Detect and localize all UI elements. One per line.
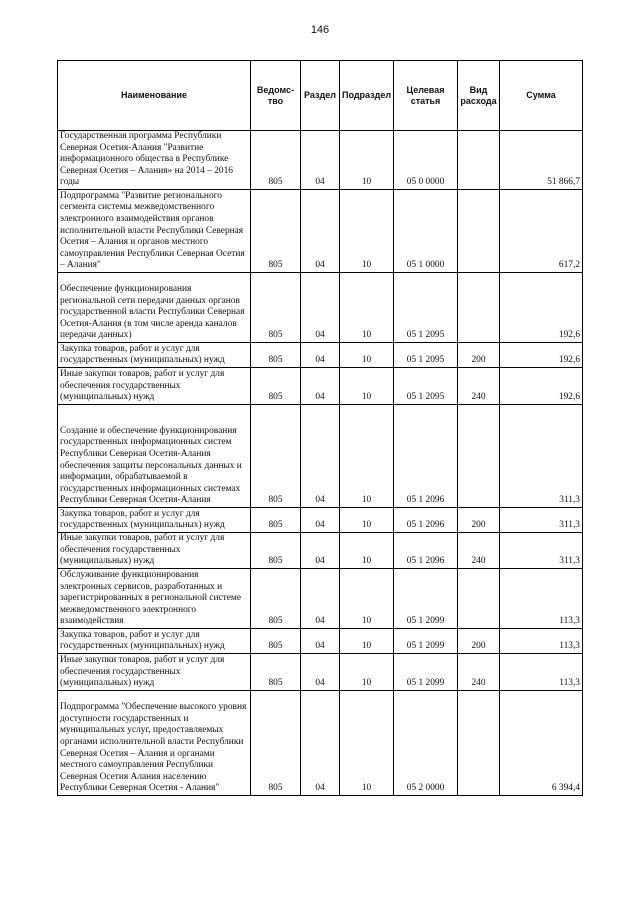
row-subsection: 10 bbox=[340, 342, 394, 367]
table-row bbox=[58, 342, 583, 367]
row-ministry: 805 bbox=[251, 568, 301, 628]
row-section: 04 bbox=[301, 690, 340, 795]
row-target: 05 1 2096 bbox=[394, 532, 458, 568]
row-subsection: 10 bbox=[340, 367, 394, 404]
row-target: 05 2 0000 bbox=[394, 690, 458, 795]
table-row bbox=[58, 568, 583, 628]
header-target: Целевая статья bbox=[394, 61, 458, 131]
row-target: 05 1 2095 bbox=[394, 272, 458, 342]
table-row bbox=[58, 653, 583, 690]
row-expense-type bbox=[458, 690, 500, 795]
row-section: 04 bbox=[301, 131, 340, 190]
row-subsection: 10 bbox=[340, 653, 394, 690]
row-amount: 51 866,7 bbox=[500, 131, 583, 190]
table-row bbox=[58, 532, 583, 568]
table-row bbox=[58, 404, 583, 507]
row-target: 05 1 2096 bbox=[394, 507, 458, 532]
row-ministry: 805 bbox=[251, 367, 301, 404]
row-subsection: 10 bbox=[340, 628, 394, 653]
row-section: 04 bbox=[301, 568, 340, 628]
row-expense-type: 200 bbox=[458, 342, 500, 367]
row-target: 05 0 0000 bbox=[394, 131, 458, 190]
row-ministry: 805 bbox=[251, 532, 301, 568]
row-expense-type: 240 bbox=[458, 653, 500, 690]
row-section: 04 bbox=[301, 367, 340, 404]
row-expense-type bbox=[458, 131, 500, 190]
row-section: 04 bbox=[301, 404, 340, 507]
row-name: Иные закупки товаров, работ и услуг для обеспечения государственных (муниципальных) нужд bbox=[58, 367, 251, 404]
row-ministry: 805 bbox=[251, 628, 301, 653]
row-amount: 113,3 bbox=[500, 628, 583, 653]
row-ministry: 805 bbox=[251, 272, 301, 342]
row-subsection: 10 bbox=[340, 532, 394, 568]
row-amount: 192,6 bbox=[500, 367, 583, 404]
row-name: Создание и обеспечение функционирования государственных информационных систем Республики Северная Осетия-Алания обеспечения защиты персональных данных и информации, обрабатываемой в государственных информационных системах Республики Северная Осетия-Алания bbox=[58, 404, 251, 507]
row-amount: 617,2 bbox=[500, 189, 583, 272]
table-row bbox=[58, 189, 583, 272]
budget-table bbox=[57, 60, 583, 796]
row-target: 05 1 2099 bbox=[394, 628, 458, 653]
header-section: Раздел bbox=[301, 61, 340, 131]
row-amount: 311,3 bbox=[500, 404, 583, 507]
header-amount: Сумма bbox=[500, 61, 583, 131]
row-ministry: 805 bbox=[251, 404, 301, 507]
row-target: 05 1 2096 bbox=[394, 404, 458, 507]
row-name: Иные закупки товаров, работ и услуг для обеспечения государственных (муниципальных) нужд bbox=[58, 653, 251, 690]
page-number: 146 bbox=[310, 24, 330, 36]
row-ministry: 805 bbox=[251, 507, 301, 532]
row-expense-type: 240 bbox=[458, 367, 500, 404]
row-name: Обслуживание функционирования электронных сервисов, разработанных и зарегистрированных в региональной системе межведомственного электронного взаимодействия bbox=[58, 568, 251, 628]
row-amount: 192,6 bbox=[500, 342, 583, 367]
row-target: 05 1 2095 bbox=[394, 342, 458, 367]
header-expense-type: Вид расхода bbox=[458, 61, 500, 131]
row-subsection: 10 bbox=[340, 507, 394, 532]
row-name: Обеспечение функционирования региональной сети передачи данных органов государственной власти Республики Северная Осетия-Алания (в том числе аренда каналов передачи данных) bbox=[58, 272, 251, 342]
row-amount: 192,6 bbox=[500, 272, 583, 342]
table-row bbox=[58, 367, 583, 404]
row-ministry: 805 bbox=[251, 189, 301, 272]
table-row bbox=[58, 272, 583, 342]
row-amount: 311,3 bbox=[500, 507, 583, 532]
row-name: Закупка товаров, работ и услуг для государственных (муниципальных) нужд bbox=[58, 342, 251, 367]
row-subsection: 10 bbox=[340, 131, 394, 190]
row-name: Подпрограмма "Развитие регионального сегмента системы межведомственного электронного взаимодействия органов исполнительной власти Республики Северная Осетия – Алания и органов местного самоуправления Республики Северная Осетия – Алания" bbox=[58, 189, 251, 272]
header-subsection: Подраздел bbox=[340, 61, 394, 131]
row-section: 04 bbox=[301, 653, 340, 690]
row-target: 05 1 2099 bbox=[394, 653, 458, 690]
row-name: Закупка товаров, работ и услуг для государственных (муниципальных) нужд bbox=[58, 628, 251, 653]
row-section: 04 bbox=[301, 507, 340, 532]
row-name: Подпрограмма "Обеспечение высокого уровня доступности государственных и муниципальных услуг, предоставляемых органами исполнительной власти Республики Северная Осетия – Алания и органами местного самоуправления Республики Северная Осетия Алания населению Республики Северная Осетия - Алания" bbox=[58, 690, 251, 795]
row-name: Иные закупки товаров, работ и услуг для обеспечения государственных (муниципальных) нужд bbox=[58, 532, 251, 568]
row-section: 04 bbox=[301, 342, 340, 367]
row-expense-type bbox=[458, 568, 500, 628]
row-amount: 113,3 bbox=[500, 653, 583, 690]
row-target: 05 1 2099 bbox=[394, 568, 458, 628]
header-ministry: Ведомс- тво bbox=[251, 61, 301, 131]
row-amount: 113,3 bbox=[500, 568, 583, 628]
row-ministry: 805 bbox=[251, 342, 301, 367]
row-expense-type: 240 bbox=[458, 532, 500, 568]
row-section: 04 bbox=[301, 532, 340, 568]
row-target: 05 1 2095 bbox=[394, 367, 458, 404]
header-name: Наименование bbox=[58, 61, 251, 131]
table-row bbox=[58, 628, 583, 653]
row-ministry: 805 bbox=[251, 690, 301, 795]
table-row bbox=[58, 131, 583, 190]
header-row bbox=[58, 61, 583, 131]
row-subsection: 10 bbox=[340, 404, 394, 507]
row-expense-type: 200 bbox=[458, 507, 500, 532]
row-subsection: 10 bbox=[340, 690, 394, 795]
row-expense-type: 200 bbox=[458, 628, 500, 653]
row-section: 04 bbox=[301, 628, 340, 653]
row-target: 05 1 0000 bbox=[394, 189, 458, 272]
row-subsection: 10 bbox=[340, 272, 394, 342]
row-ministry: 805 bbox=[251, 653, 301, 690]
row-section: 04 bbox=[301, 189, 340, 272]
row-expense-type bbox=[458, 189, 500, 272]
row-name: Государственная программа Республики Северная Осетия-Алания "Развитие информационного общества в Республике Северная Осетия – Алания» на 2014 – 2016 годы bbox=[58, 131, 251, 190]
table-row bbox=[58, 690, 583, 795]
row-section: 04 bbox=[301, 272, 340, 342]
row-name: Закупка товаров, работ и услуг для государственных (муниципальных) нужд bbox=[58, 507, 251, 532]
row-subsection: 10 bbox=[340, 189, 394, 272]
row-expense-type bbox=[458, 404, 500, 507]
row-amount: 6 394,4 bbox=[500, 690, 583, 795]
table-row bbox=[58, 507, 583, 532]
row-ministry: 805 bbox=[251, 131, 301, 190]
row-amount: 311,3 bbox=[500, 532, 583, 568]
row-subsection: 10 bbox=[340, 568, 394, 628]
row-expense-type bbox=[458, 272, 500, 342]
